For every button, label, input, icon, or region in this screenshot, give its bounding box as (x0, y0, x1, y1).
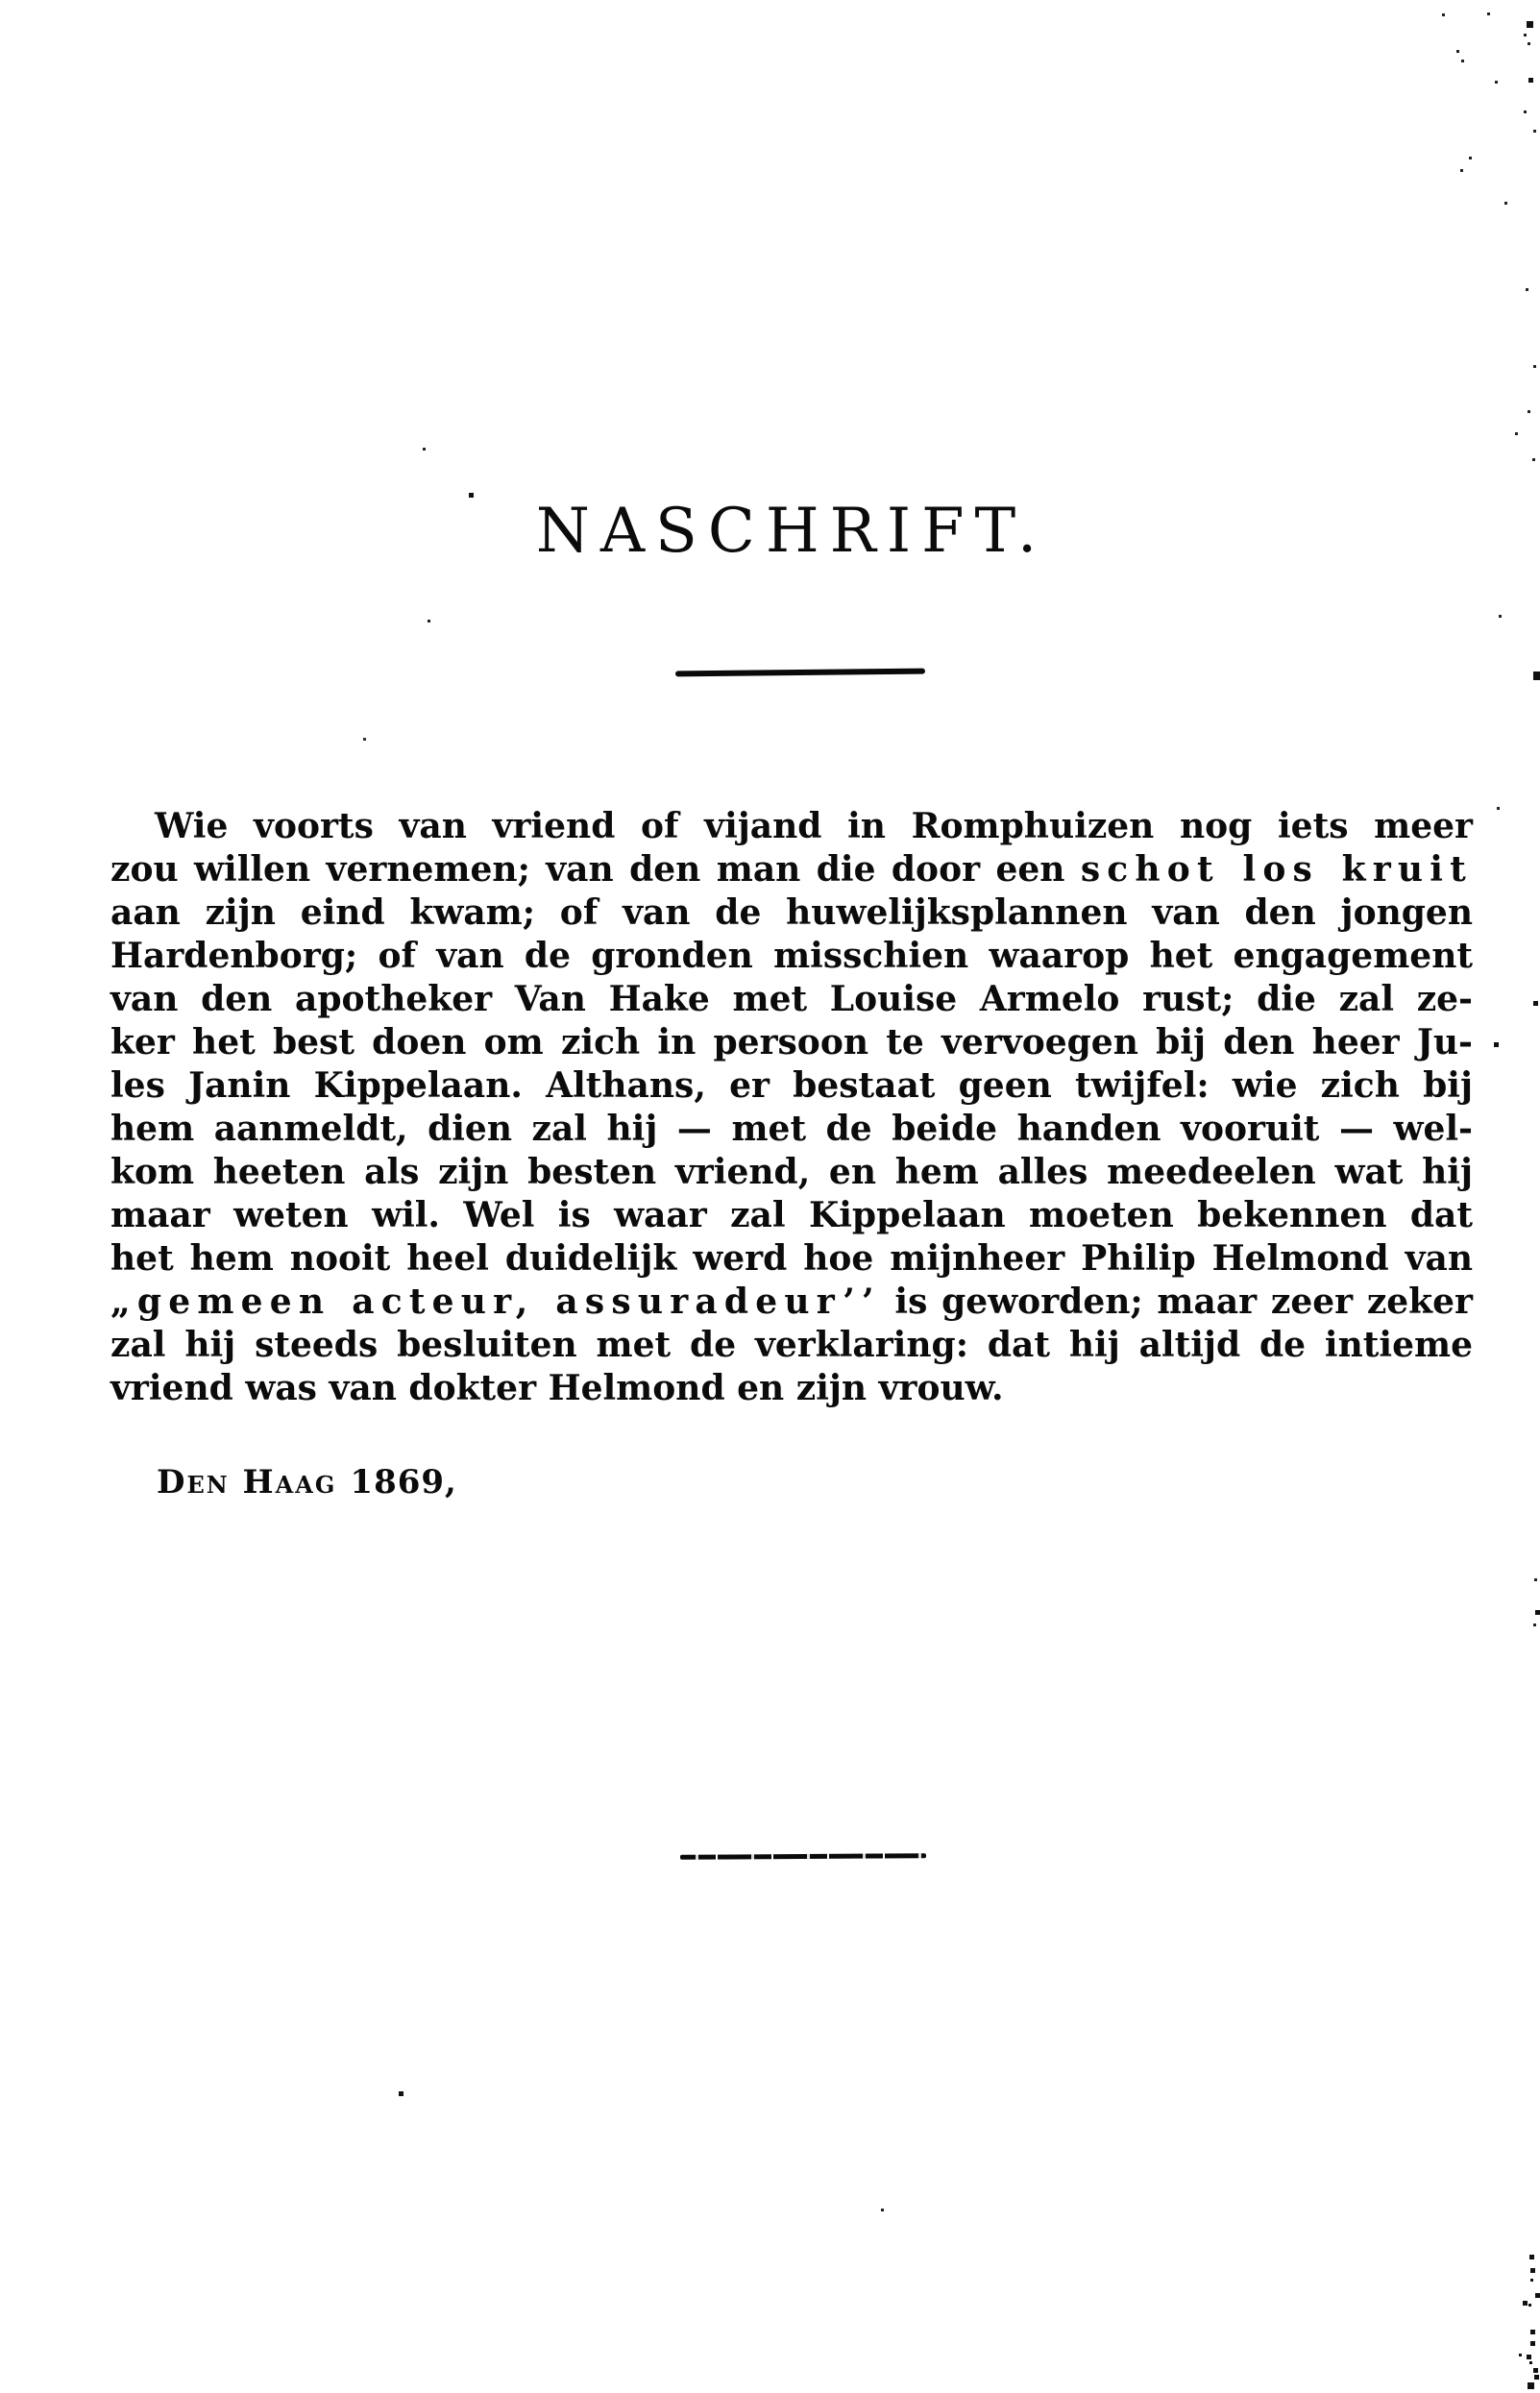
text-line (110, 805, 1473, 848)
text-segment: zal hij steeds besluiten met de verklaring: dat hij altijd de intieme (110, 1325, 1473, 1365)
page-title: NASCHRIFT. (535, 495, 1048, 567)
text-line (110, 848, 1473, 891)
text-line (110, 1367, 1473, 1410)
letterspaced-text: „gemeen acteur, assuradeur’’ (110, 1282, 881, 1322)
text-segment: Hardenborg; of van de gronden misschien waarop het engagement (110, 936, 1473, 976)
text-line (110, 1194, 1473, 1237)
text-line (110, 1151, 1473, 1194)
text-segment: ker het best doen om zich in persoon te vervoegen bij den heer Ju- (110, 1022, 1473, 1062)
text-segment: is geworden; maar zeer zeker (880, 1282, 1473, 1322)
text-segment: het hem nooit heel duidelijk werd hoe mijnheer Philip Helmond van (110, 1238, 1473, 1279)
text-line (110, 978, 1473, 1021)
bottom-divider-rule (680, 1853, 926, 1860)
text-segment: vriend was van dokter Helmond en zijn vrouw. (110, 1368, 1004, 1408)
text-segment: hem aanmeldt, dien zal hij — met de beide handen vooruit — wel- (110, 1109, 1473, 1149)
text-line (110, 1237, 1473, 1281)
text-segment: van den apotheker Van Hake met Louise Armelo rust; die zal ze- (110, 979, 1473, 1019)
text-line (110, 1064, 1473, 1108)
text-line (110, 1324, 1473, 1367)
text-line (110, 935, 1473, 978)
text-line (110, 1281, 1473, 1324)
text-segment: kom heeten als zijn besten vriend, en hem alles meedeelen wat hij (110, 1152, 1473, 1192)
text-segment: maar weten wil. Wel is waar zal Kippelaan moeten bekennen dat (110, 1195, 1473, 1235)
dateline-year: 1869, (350, 1463, 457, 1502)
text-line (110, 1021, 1473, 1064)
text-segment: aan zijn eind kwam; of van de huwelijksplannen van den jongen (110, 892, 1473, 933)
postscript-paragraph (110, 805, 1473, 1410)
text-segment: zou willen vernemen; van den man die door een (110, 849, 1081, 890)
text-segment: Wie voorts van vriend of vijand in Romphuizen nog iets meer (155, 806, 1473, 846)
text-line (110, 891, 1473, 935)
text-segment: les Janin Kippelaan. Althans, er bestaat geen twijfel: wie zich bij (110, 1065, 1473, 1106)
text-line (110, 1108, 1473, 1151)
letterspaced-text: schot los kruit (1080, 849, 1473, 890)
title-divider-rule (675, 669, 925, 677)
scan-noise (0, 0, 3, 3)
dateline (157, 1463, 457, 1502)
dateline-place: Den Haag (157, 1463, 337, 1502)
